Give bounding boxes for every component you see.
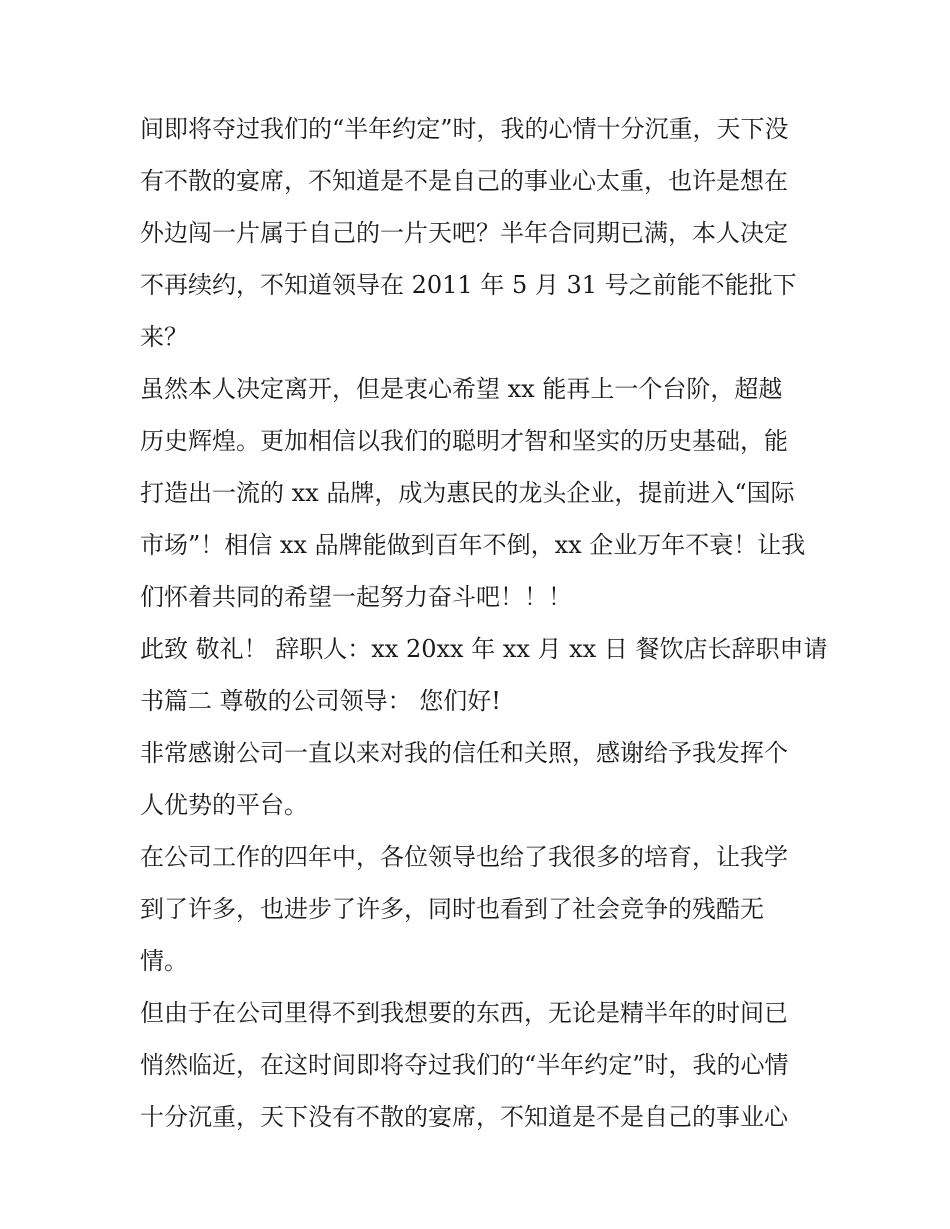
text-line: 不再续约，不知道领导在 2011 年 5 月 31 号之前能不能批下	[140, 271, 797, 299]
text-line: 历史辉煌。更加相信以我们的聪明才智和坚实的历史基础，能	[140, 427, 788, 455]
text-line: 打造出一流的 xx 品牌，成为惠民的龙头企业，提前进入“国际	[140, 479, 795, 507]
text-line: 市场”！相信 xx 品牌能做到百年不倒，xx 企业万年不衰！让我	[140, 531, 806, 559]
text-line: 来？	[140, 323, 188, 351]
text-line: 情。	[140, 947, 188, 975]
text-line: 间即将夺过我们的“半年约定”时，我的心情十分沉重，天下没	[140, 115, 789, 143]
text-line: 此致 敬礼！ 辞职人：xx 20xx 年 xx 月 xx 日 餐饮店长辞职申请	[140, 635, 828, 663]
text-line: 但由于在公司里得不到我想要的东西，无论是精半年的时间已	[140, 999, 788, 1027]
text-line: 到了许多，也进步了许多，同时也看到了社会竞争的残酷无	[140, 895, 764, 923]
document-body	[140, 103, 828, 1143]
text-line: 非常感谢公司一直以来对我的信任和关照，感谢给予我发挥个	[140, 739, 788, 767]
text-line: 们怀着共同的希望一起努力奋斗吧！！！	[140, 583, 572, 611]
text-line: 十分沉重，天下没有不散的宴席，不知道是不是自己的事业心	[140, 1103, 788, 1131]
text-line: 书篇二 尊敬的公司领导： 您们好!	[140, 687, 501, 715]
text-line: 有不散的宴席，不知道是不是自己的事业心太重，也许是想在	[140, 167, 788, 195]
text-line: 人优势的平台。	[140, 791, 308, 819]
text-line: 虽然本人决定离开，但是衷心希望 xx 能再上一个台阶，超越	[140, 375, 783, 403]
text-line: 在公司工作的四年中，各位领导也给了我很多的培育，让我学	[140, 843, 788, 871]
text-line: 悄然临近，在这时间即将夺过我们的“半年约定”时，我的心情	[140, 1051, 789, 1079]
text-line: 外边闯一片属于自己的一片天吧？半年合同期已满，本人决定	[140, 219, 788, 247]
